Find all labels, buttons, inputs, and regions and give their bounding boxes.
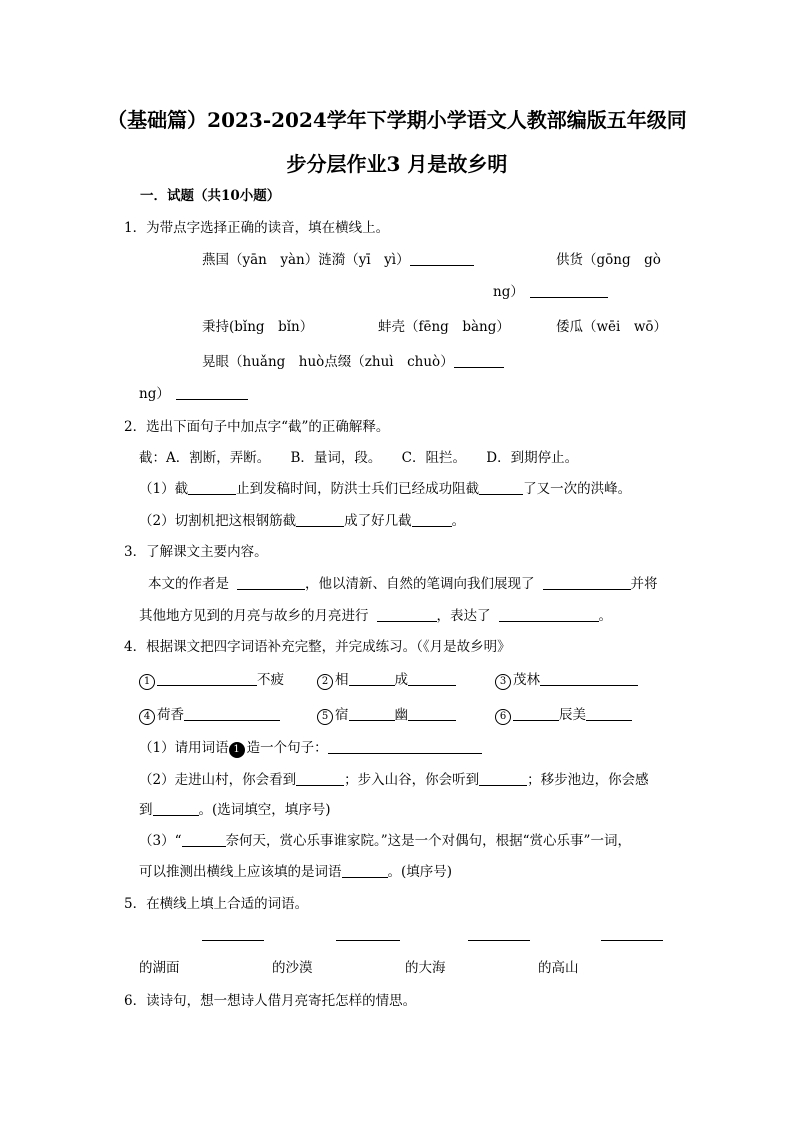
q4-word-5-blank-1[interactable] bbox=[349, 707, 395, 721]
q4-p2-part-d: 到 bbox=[139, 802, 153, 818]
q1-item-2-cont bbox=[493, 283, 608, 301]
q4-word-1-text: 不疲 bbox=[257, 672, 284, 688]
q4-p2-part-b: ；步入山谷，你会听到 bbox=[344, 772, 480, 788]
q4-part-3-cont bbox=[139, 863, 452, 881]
q5-blank-4[interactable] bbox=[601, 927, 663, 941]
q1-stem: 1．为带点字选择正确的读音，填在横线上。 bbox=[124, 220, 390, 236]
q2-s2-part-a: （2）切割机把这根钢筋截 bbox=[139, 513, 297, 529]
q4-word-2-part-b: 成 bbox=[394, 672, 408, 688]
q4-p1-sentence-blank[interactable] bbox=[328, 740, 482, 754]
q4-word-5 bbox=[317, 706, 456, 725]
q1-item-2-cont-text: ng） bbox=[493, 284, 524, 300]
q4-p3-part-c: 可以推测出横线上应该填的是词语 bbox=[139, 864, 342, 880]
q4-word-5-part-b: 幽 bbox=[394, 707, 408, 723]
circled-number-6: 6 bbox=[495, 709, 511, 725]
circled-number-1-filled: 1 bbox=[229, 742, 245, 758]
document-title-line-1: （基础篇）2023-2024学年下学期小学语文人教部编版五年级同 bbox=[107, 108, 687, 132]
q2-sentence-1 bbox=[139, 480, 631, 498]
circled-number-4: 4 bbox=[139, 709, 155, 725]
q4-word-6 bbox=[495, 706, 632, 725]
q4-word-2-blank-1[interactable] bbox=[349, 672, 395, 686]
q1-item-6-text: 晃眼（huǎng huò点缀（zhuì chuò） bbox=[202, 354, 454, 370]
q5-stem: 5．在横线上填上合适的词语。 bbox=[124, 896, 309, 912]
document-title-line-2: 步分层作业3 月是故乡明 bbox=[286, 152, 508, 176]
q1-item-6 bbox=[202, 353, 504, 371]
q4-word-2-part-a: 相 bbox=[335, 672, 349, 688]
q1-item-6-cont bbox=[139, 385, 248, 403]
q1-item-5: 倭瓜（wēi wō） bbox=[556, 319, 668, 335]
q4-word-6-part-b: 辰美 bbox=[559, 707, 586, 723]
q4-p3-part-b: 奈何天，赏心乐事谁家院。”这是一个对偶句，根据“赏心乐事”一词， bbox=[225, 833, 631, 849]
q5-blank-1[interactable] bbox=[202, 927, 264, 941]
q2-sentence-2 bbox=[139, 512, 465, 530]
q4-p3-blank-1[interactable] bbox=[182, 833, 226, 847]
q4-p3-part-d: 。(填序号) bbox=[387, 864, 453, 880]
q4-part-1 bbox=[139, 739, 482, 758]
q1-item-3: 秉持(bǐng bǐn） bbox=[202, 319, 314, 335]
q4-word-1 bbox=[139, 671, 284, 690]
q1-answer-blank-4[interactable] bbox=[176, 386, 248, 400]
q3-l1-part-b: ，他以清新、自然的笔调向我们展现了 bbox=[305, 576, 535, 592]
q4-part-3 bbox=[139, 832, 631, 850]
q3-l1-part-c: 并将 bbox=[630, 576, 658, 592]
q2-blank-1[interactable] bbox=[188, 481, 236, 495]
q3-line-2 bbox=[139, 607, 612, 625]
q4-word-5-blank-2[interactable] bbox=[408, 707, 456, 721]
q4-word-3-blank[interactable] bbox=[540, 672, 638, 686]
q1-answer-blank-2[interactable] bbox=[530, 284, 608, 298]
q5-word-4: 的高山 bbox=[538, 960, 579, 976]
q4-p2-blank-3[interactable] bbox=[153, 802, 199, 816]
q1-answer-blank-1[interactable] bbox=[410, 252, 474, 266]
q4-part-2-cont bbox=[139, 801, 331, 819]
q3-blank-author[interactable] bbox=[237, 576, 305, 590]
q4-p2-part-a: （2）走进山村，你会看到 bbox=[139, 772, 297, 788]
section-heading: 一．试题（共10小题） bbox=[140, 188, 281, 204]
q1-item-1 bbox=[202, 251, 474, 269]
q3-l2-part-b: ，表达了 bbox=[436, 608, 491, 624]
q5-word-2: 的沙漠 bbox=[272, 960, 313, 976]
q4-word-2-blank-2[interactable] bbox=[408, 672, 456, 686]
q2-s1-part-c: 了又一次的洪峰。 bbox=[523, 481, 632, 497]
q4-p2-part-c: ；移步池边，你会感 bbox=[527, 772, 649, 788]
q4-p3-part-a: （3）“ bbox=[139, 833, 182, 849]
circled-number-1: 1 bbox=[139, 674, 155, 690]
q4-p2-blank-2[interactable] bbox=[479, 772, 527, 786]
q4-p3-blank-2[interactable] bbox=[342, 864, 388, 878]
q5-blank-3[interactable] bbox=[468, 927, 530, 941]
q4-p2-part-e: 。(选词填空，填序号) bbox=[198, 802, 331, 818]
q2-s1-part-a: （1）截 bbox=[139, 481, 189, 497]
circled-number-3: 3 bbox=[495, 674, 511, 690]
q1-answer-blank-3[interactable] bbox=[454, 354, 504, 368]
q4-word-2 bbox=[317, 671, 456, 690]
q4-word-6-blank-2[interactable] bbox=[586, 707, 632, 721]
q2-s2-part-b: 成了好几截 bbox=[344, 513, 412, 529]
q2-s2-part-c: 。 bbox=[451, 513, 466, 529]
q2-options: 截：A．割断，弄断。 B．量词，段。 C．阻拦。 D．到期停止。 bbox=[139, 450, 579, 466]
q3-blank-feeling[interactable] bbox=[499, 608, 599, 622]
q3-l2-part-a: 其他地方见到的月亮与故乡的月亮进行 bbox=[139, 608, 369, 624]
q3-line-1 bbox=[148, 575, 658, 593]
q4-p1-part-b: 造一个句子： bbox=[246, 740, 328, 756]
q3-l1-part-a: 本文的作者是 bbox=[148, 576, 229, 592]
q1-item-6-cont-text: ng） bbox=[139, 386, 170, 402]
q4-p1-part-a: （1）请用词语 bbox=[139, 740, 229, 756]
q4-word-4-blank[interactable] bbox=[184, 707, 280, 721]
q5-word-1: 的湖面 bbox=[139, 960, 180, 976]
q5-blank-2[interactable] bbox=[336, 927, 400, 941]
q1-item-2: 供货（gōng gò bbox=[556, 252, 661, 268]
q5-word-3: 的大海 bbox=[405, 960, 446, 976]
q1-item-4: 蚌壳（fēng bàng） bbox=[378, 319, 510, 335]
q4-p2-blank-1[interactable] bbox=[296, 772, 344, 786]
circled-number-2: 2 bbox=[317, 674, 333, 690]
q3-blank-scene[interactable] bbox=[543, 576, 631, 590]
q4-part-2 bbox=[139, 771, 649, 789]
q4-word-1-blank[interactable] bbox=[157, 672, 257, 686]
q6-stem: 6．读诗句，想一想诗人借月亮寄托怎样的情思。 bbox=[124, 993, 417, 1009]
q3-blank-compare[interactable] bbox=[377, 608, 437, 622]
q4-word-3-part-a: 茂林 bbox=[513, 672, 540, 688]
q4-word-5-part-a: 宿 bbox=[335, 707, 349, 723]
q2-stem: 2．选出下面句子中加点字“截”的正确解释。 bbox=[124, 419, 390, 435]
q4-word-3 bbox=[495, 671, 638, 690]
q3-stem: 3．了解课文主要内容。 bbox=[124, 544, 268, 560]
q4-word-4-part-a: 荷香 bbox=[157, 707, 184, 723]
q2-blank-2[interactable] bbox=[479, 481, 523, 495]
q2-blank-4[interactable] bbox=[412, 513, 452, 527]
q4-word-4 bbox=[139, 706, 280, 725]
q1-item-1-text: 燕国（yān yàn）涟漪（yī yì） bbox=[202, 252, 410, 268]
q2-blank-3[interactable] bbox=[296, 513, 344, 527]
q4-word-6-blank-1[interactable] bbox=[513, 707, 559, 721]
q4-stem: 4．根据课文把四字词语补充完整，并完成练习。（《月是故乡明》 bbox=[124, 639, 511, 655]
circled-number-5: 5 bbox=[317, 709, 333, 725]
q3-l2-part-c: 。 bbox=[598, 608, 612, 624]
q2-s1-part-b: 止到发稿时间，防洪士兵们已经成功阻截 bbox=[236, 481, 480, 497]
